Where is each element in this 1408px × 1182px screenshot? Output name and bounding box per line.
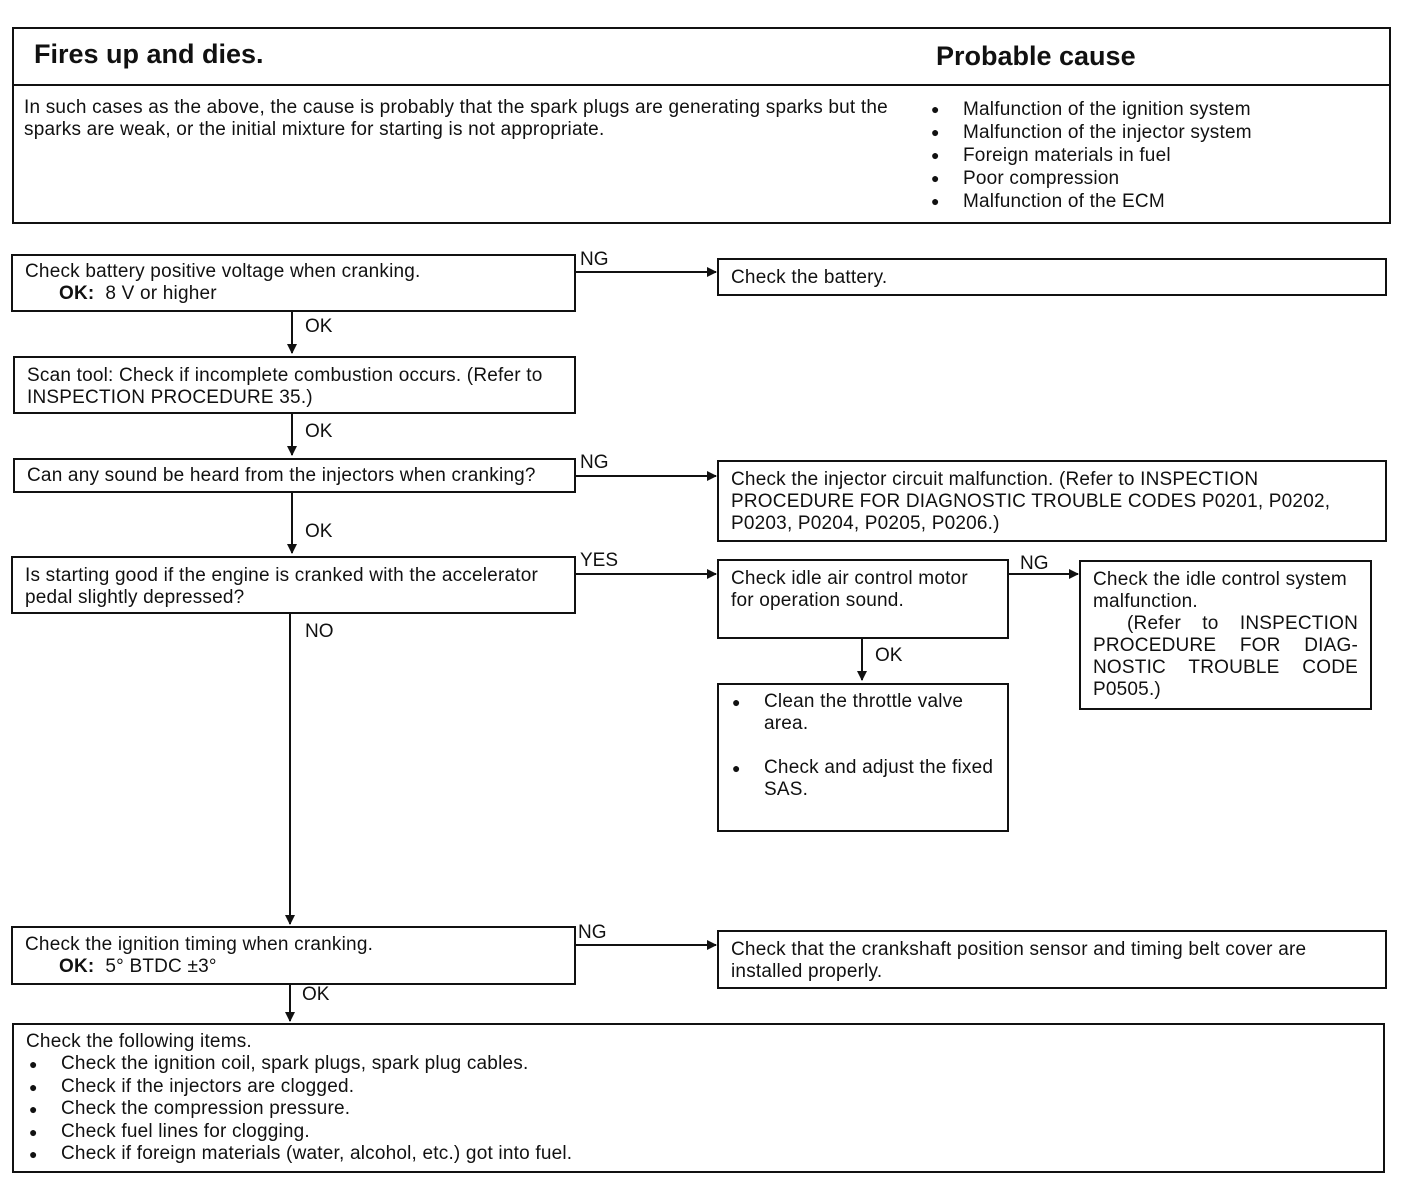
- ok-value: 8 V or higher: [105, 283, 217, 304]
- final-item: ● Check fuel lines for clogging.: [26, 1121, 1371, 1144]
- result-crankshaft-sensor: Check that the crankshaft position sensor and timing belt cover are installed properly.: [717, 930, 1387, 989]
- probable-cause-title: Probable cause: [936, 41, 1136, 71]
- header-table: [12, 27, 1391, 224]
- header-description: In such cases as the above, the cause is probably that the spark plugs are generating sparks but the sparks are weak, or the initial mixture for starting is not appropriate.: [24, 97, 888, 140]
- result-check-battery: Check the battery.: [717, 258, 1387, 296]
- step2-ok-label: OK: [305, 421, 333, 442]
- idle-control-line2: (Refer to INSPECTION PROCEDURE FOR DIAG-NOSTIC TROUBLE CODE P0505.): [1093, 613, 1358, 700]
- throttle-sas-list: [729, 691, 997, 801]
- cause-item: ● Malfunction of the ignition system: [928, 98, 1378, 121]
- step4-no-label: NO: [305, 621, 334, 642]
- header-row-divider: [14, 84, 1389, 86]
- iac-ok-label: OK: [875, 645, 903, 666]
- probable-cause-list: [928, 98, 1378, 213]
- step-accelerator-test: Is starting good if the engine is cranked with the accelerator pedal slightly depressed?: [11, 556, 576, 614]
- sas-item: ● Check and adjust the fixed SAS.: [729, 757, 997, 801]
- result-injector-circuit: Check the injector circuit malfunction. (Refer to INSPECTION PROCEDURE FOR DIAGNOSTIC TROUBLE CODES P0201, P0202, P0203, P0204, P0205, P0206.): [717, 460, 1387, 542]
- idle-control-line1: Check the idle control system malfunction.: [1093, 569, 1347, 612]
- final-item: ● Check if foreign materials (water, alcohol, etc.) got into fuel.: [26, 1143, 1371, 1166]
- step-ignition-timing: [11, 926, 576, 985]
- step1-ng-label: NG: [580, 249, 609, 270]
- iac-ng-label: NG: [1020, 553, 1049, 574]
- step3-ok-label: OK: [305, 521, 333, 542]
- step4-yes-label: YES: [580, 550, 619, 571]
- step3-ng-label: NG: [580, 452, 609, 473]
- final-item: ● Check the compression pressure.: [26, 1098, 1371, 1121]
- final-check-items: [12, 1023, 1385, 1173]
- step5-ok-spec: [25, 956, 562, 978]
- step5-text: Check the ignition timing when cranking.: [25, 934, 374, 955]
- final-item: ● Check the ignition coil, spark plugs, spark plug cables.: [26, 1053, 1371, 1076]
- result-iac-motor: Check idle air control motor for operation sound.: [717, 559, 1009, 639]
- page-title: Fires up and dies.: [34, 39, 264, 69]
- ok-label: OK:: [59, 956, 95, 977]
- step1-text: Check battery positive voltage when cranking.: [25, 261, 421, 282]
- ok-label: OK:: [59, 283, 95, 304]
- step-injector-sound: Can any sound be heard from the injectors when cranking?: [13, 458, 576, 493]
- cause-item: ● Malfunction of the ECM: [928, 190, 1378, 213]
- final-item: ● Check if the injectors are clogged.: [26, 1076, 1371, 1099]
- final-items-list: [26, 1053, 1371, 1166]
- result-idle-control-system: [1079, 560, 1372, 710]
- final-title: Check the following items.: [26, 1031, 252, 1052]
- result-throttle-sas: [717, 683, 1009, 832]
- ok-value: 5° BTDC ±3°: [105, 956, 217, 977]
- step1-ok-label: OK: [305, 316, 333, 337]
- step5-ok-label: OK: [302, 984, 330, 1005]
- step-scan-tool: Scan tool: Check if incomplete combustion occurs. (Refer to INSPECTION PROCEDURE 35.): [13, 356, 576, 414]
- step-battery-voltage: [11, 254, 576, 312]
- cause-item: ● Malfunction of the injector system: [928, 121, 1378, 144]
- step5-ng-label: NG: [578, 922, 607, 943]
- throttle-item: ● Clean the throttle valve area.: [729, 691, 997, 735]
- cause-item: ● Foreign materials in fuel: [928, 144, 1378, 167]
- cause-item: ● Poor compression: [928, 167, 1378, 190]
- step1-ok-spec: [25, 283, 562, 305]
